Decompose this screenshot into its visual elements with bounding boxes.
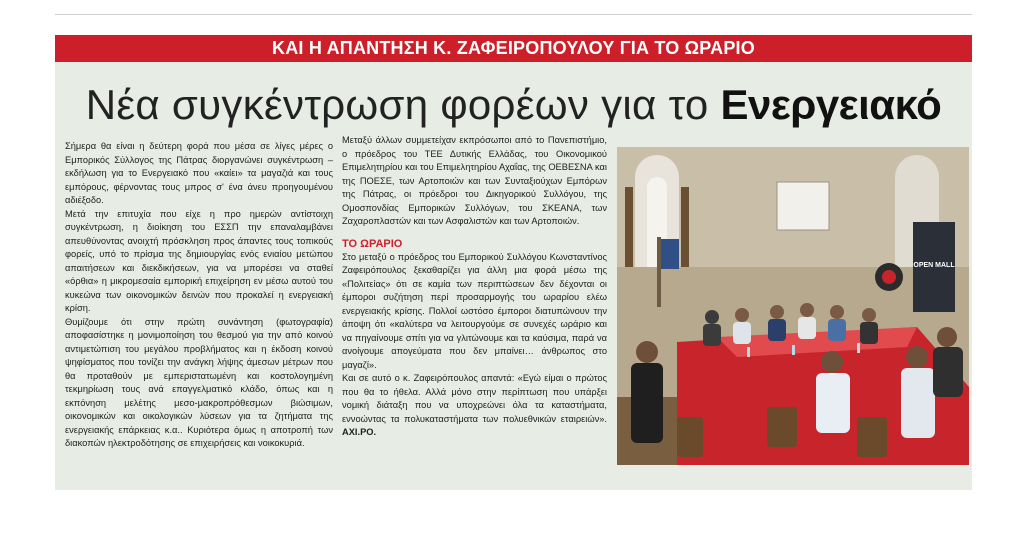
section-subhead: ΤΟ ΩΡΑΡΙΟ — [342, 237, 403, 250]
article — [55, 35, 972, 490]
article-kicker: ΚΑΙ Η ΑΠΑΝΤΗΣΗ Κ. ΖΑΦΕΙΡΟΠΟΥΛΟΥ ΓΙΑ ΤΟ ΩΡΑΡΙΟ — [55, 35, 972, 62]
paragraph — [342, 372, 607, 440]
article-headline — [55, 80, 972, 130]
meeting-photo — [617, 147, 969, 465]
paragraph: Θυμίζουμε ότι στην πρώτη συνάντηση (φωτογραφία) αποφασίστηκε η μονιμοποίηση του θεσμού για την από κοινού αντιμετώπιση του μεγάλου προβλήματος και η έκδοση κοινού ψηφίσματος που τονίζει την ανάγκη λήψης άμεσων μέτρων που θα προταθούν με εμπεριστατωμένη και κοστολογημένη τεκμηρίωση τους ανά επαγγελματικό κλάδο, όπως και η εκπόνηση μελέτης μεσο-μακροπρόθεσμων βιώσιμων, οικονομικών και οικολογικών λύσεων για τα ζητήματα της ενεργειακής επάρκειας κ.α.. Κυριότερα όμως η αποτροπή των διακοπών ηλεκτροδότησης σε επιχειρήσεις και νοικοκυριά. — [65, 316, 333, 448]
headline-light: Νέα συγκέντρωση φορέων για το — [85, 81, 721, 128]
author-signature: ΑΧΙ.ΡΟ. — [342, 427, 377, 437]
meeting-photo-image — [617, 147, 969, 465]
paragraph: Μεταξύ άλλων συμμετείχαν εκπρόσωποι από το Πανεπιστήμιο, ο πρόεδρος του ΤΕΕ Δυτικής Ελλάδας, του Οικονομικού Επιμελητηρίου και του Επιμελητηρίου Αχαΐας, της ΟΕΒΕΣΝΑ και της ΠΟΕΣΕ, των Αρτοποιών και των Συνταξιούχων Εμπόρων της Πάτρας, οι πρόεδροι του Δικηγορικού Συλλόγου, της Ομοσπονδίας Εμπορικών Συλλόγων, του ΣΚΕΑΝΑ, των Ζαχαροπλαστών και των Ασφαλιστών και των Αρτοποιών. — [342, 135, 607, 226]
top-rule — [55, 14, 972, 15]
banner-text: OPEN MALL — [913, 262, 955, 269]
paragraph: Στο μεταξύ ο πρόεδρος του Εμπορικού Συλλόγου Κωνσταντίνος Ζαφειρόπουλος ξεκαθαρίζει για άλλη μια φορά μέσω της «Πολιτείας» ότι σε καμία των περιπτώσεων δεν δέχονται οι έμποροι συζήτηση περί προσαρμογής του ωραρίου ελέω ενεργειακής κρίσης. Πολλοί ωστόσο έμποροι διατυπώνουν την άποψη ότι «καλύτερα να λειτουργούμε σε συνεχές ωράριο και να πηγαίνουμε σπίτι για να γλιτώνουμε και τα καύσιμα, παρά να ανοίγουμε απογεύματα που δεν μπαίνει… άνθρωπος στο μαγαζί». — [342, 251, 607, 370]
quote-text: Και σε αυτό ο κ. Ζαφειρόπουλος απαντά: «Εγώ είμαι ο πρώτος που θα το ήθελα. Αλλά μόνο στην περίπτωση που υπάρξει νομική διάταξη που να υποχρεώνει όλα τα καταστήματα, εννοώντας τα πολυκαταστήματα των πολυεθνικών εταιρειών». — [342, 373, 607, 424]
article-column-1 — [65, 140, 333, 451]
paragraph: Σήμερα θα είναι η δεύτερη φορά που μέσα σε λίγες μέρες ο Εμπορικός Σύλλογος της Πάτρας διοργανώνει συγκέντρωση – εκδήλωση για το Ενεργειακό που «καίει» τα μαγαζιά και τους εμπόρους, φέρνοντας τους μπρος σ' ένα άνευ προηγουμένου αδιέξοδο. — [65, 141, 333, 205]
paragraph: Μετά την επιτυχία που είχε η προ ημερών αντίστοιχη συγκέντρωση, η διοίκηση του ΕΣΣΠ την επαναλαμβάνει απευθύνοντας ανοιχτή πρόσκληση προς άπαντες τους τοπικούς φορείς, υπό το πρίσμα της δημιουργίας ενός ενιαίου μετώπου απαιτήσεων και διεκδικήσεων, για να μπορέσει να σταθεί «όρθια» η μικρομεσαία εμπορική επιχείρηση εν μέσω αυτού του κυκεώνα των οικονομικών δεινών που προκαλεί η ενεργειακή κρίση. — [65, 208, 333, 313]
headline-bold: Ενεργειακό — [720, 81, 942, 128]
article-column-2 — [342, 134, 607, 440]
